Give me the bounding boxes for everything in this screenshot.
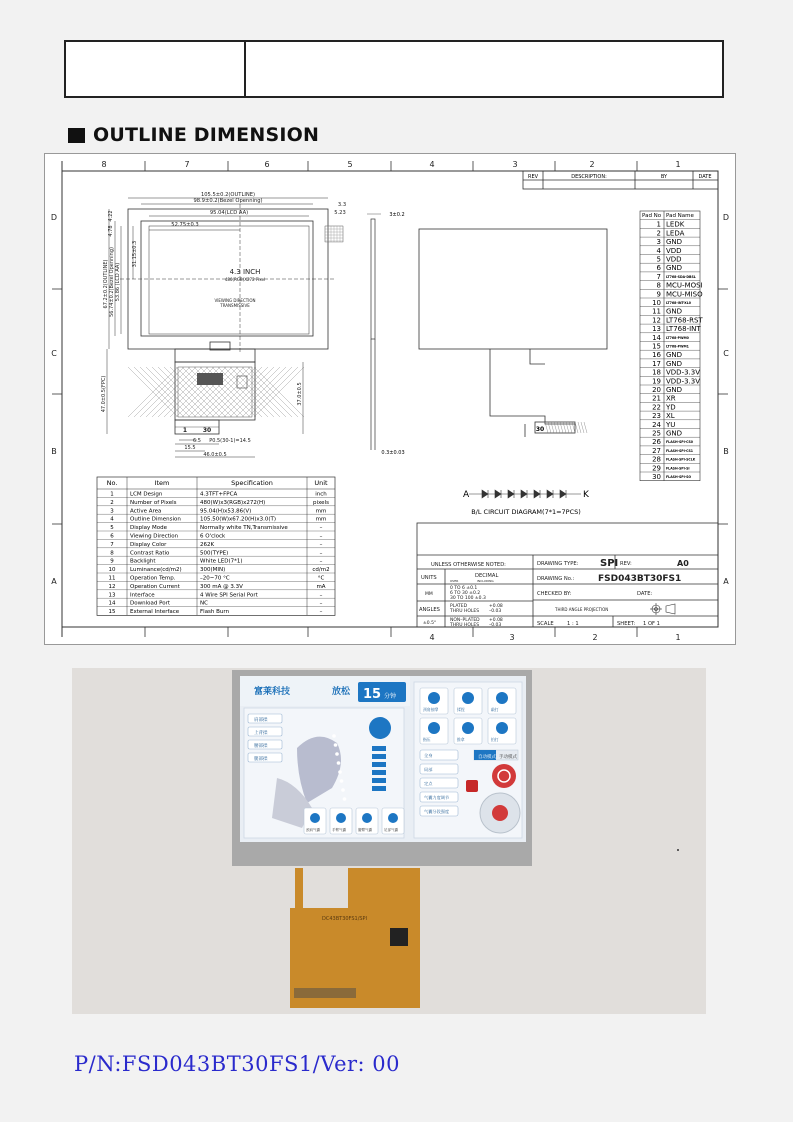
dim-6-5: 6.5 [193, 438, 201, 444]
person-icon [369, 717, 391, 739]
zone-row-left-D: D [50, 213, 58, 222]
pin-name-7: LT768-SDA-DBSL [666, 274, 696, 279]
spec-val-5: Normally white TN,Transmissive [200, 525, 288, 532]
desc-head: DESCRIPTION: [571, 174, 607, 180]
rev-head: REV [527, 174, 539, 180]
zone-row-right-D: D [722, 213, 730, 222]
pin-no-15: 15 [652, 342, 661, 351]
tb-scale: 1 : 1 [567, 621, 579, 627]
spec-unit-11: °C [317, 575, 325, 582]
ui-grid-button-1 [420, 688, 448, 714]
dim-bezel-w: 98.9±0.2(Bezel Openning) [193, 198, 263, 204]
pin-no-21: 21 [652, 394, 661, 403]
side-view [367, 214, 381, 450]
ui-list-button-4 [420, 792, 458, 802]
pin-name-12: LT768-RST [666, 316, 703, 325]
svg-text:腰臀气囊: 腰臀气囊 [358, 828, 372, 832]
pin-no-16: 16 [652, 351, 661, 360]
tb-units: UNITS [421, 575, 437, 581]
tb-rev: A0 [677, 559, 689, 568]
pin-name-4: VDD [666, 246, 682, 255]
svg-text:腿部揉: 腿部揉 [254, 757, 268, 762]
section-title [68, 122, 319, 148]
svg-text:全身: 全身 [424, 753, 433, 758]
pin-no-24: 24 [652, 420, 661, 429]
spec-item-9: Backlight [130, 558, 156, 565]
spec-no-1: 1 [110, 491, 114, 498]
spec-val-13: 4 Wire SPI Serial Port [200, 592, 258, 599]
pin-name-25: GND [666, 429, 683, 438]
part-number: P/N:FSD043BT30FS1/Ver: 00 [74, 1052, 401, 1076]
section-title-text: OUTLINE DIMENSION [93, 124, 320, 146]
spec-table [97, 477, 335, 615]
drawing-canvas [45, 154, 735, 644]
pin-no-8: 8 [656, 281, 661, 290]
dimension-lines [107, 198, 328, 457]
pin-no-28: 28 [652, 455, 661, 464]
pin-name-26: FLASH-SPI-CS0 [666, 440, 694, 445]
spec-no-14: 14 [108, 600, 116, 607]
back-view [419, 229, 607, 437]
tb-dno-label: DRAWING No.: [537, 576, 575, 582]
spec-unit-12: mA [316, 583, 326, 590]
spec-unit-3: mm [315, 508, 327, 515]
ui-auto: 自动模式 [478, 755, 496, 760]
pin-name-20: GND [666, 386, 683, 394]
pin-name-6: GND [666, 264, 683, 273]
pin-no-17: 17 [652, 359, 661, 368]
spec-item-15: External Interface [130, 609, 180, 616]
ui-bottom-button-4 [382, 808, 404, 834]
tb-plated: PLATED [450, 604, 468, 609]
spec-val-1: 4.3TFT+FPCA [200, 491, 238, 498]
tb-plated-tol-2: –0.03 [489, 609, 502, 614]
led-6 [547, 490, 553, 498]
transmissive: TRANSMISSIVE [220, 303, 250, 308]
pin-name-19: VDD-3.3V [666, 377, 701, 386]
dim-37: 37.0±0.5 [297, 382, 303, 406]
pin-name-29: FLASH-SPI-SI [666, 466, 690, 471]
svg-text:颈肩按摩: 颈肩按摩 [423, 707, 439, 712]
pin-no-22: 22 [652, 403, 661, 412]
spec-val-3: 95.04(H)x53.86(V) [200, 508, 252, 515]
view-direction: VIEWING DIRECTION [214, 298, 256, 303]
zone-col-top-2: 2 [589, 160, 595, 169]
ui-level-bar-3 [372, 762, 386, 767]
tb-mm: MM [425, 592, 433, 597]
svg-text:定点: 定点 [424, 781, 433, 786]
spec-val-9: White LED(7*1) [200, 558, 243, 565]
pin-no-13: 13 [652, 325, 661, 334]
pin-30-label: 30 [202, 427, 212, 434]
svg-text:揉捏: 揉捏 [457, 707, 465, 712]
spec-val-15: Flash Burn [200, 609, 230, 616]
spec-val-11: –20~70 °C [200, 575, 230, 582]
spec-unit-9: – [319, 558, 323, 565]
tb-scale-label: SCALE [537, 621, 554, 627]
spec-val-14: NC [200, 600, 208, 607]
pin-no-18: 18 [652, 368, 661, 377]
pin-no-1: 1 [656, 220, 661, 229]
pin-name-14: LT768-PWM0 [666, 335, 689, 340]
pin-no-26: 26 [652, 438, 661, 447]
svg-text:指压: 指压 [423, 737, 431, 742]
dim-bezel-h: 56.74±0.2(Bezel Openning) [109, 247, 115, 317]
pin-name-10: LT768-INT-XL0 [666, 301, 691, 305]
tb-np-tol-1: +0.08 [489, 618, 503, 623]
tb-unless: UNLESS OTHERWISE NOTED: [431, 562, 506, 568]
spec-item-12: Operation Current [130, 583, 180, 590]
spec-no-9: 9 [110, 558, 114, 565]
ui-left-button-1 [248, 714, 282, 723]
screen-size: 4.3 INCH [229, 268, 261, 276]
pin-head-name: Pad Name [666, 213, 694, 219]
inner-frame [62, 171, 718, 627]
tb-including: INCLUDING [477, 579, 494, 583]
ui-list-button-2 [420, 764, 458, 774]
spec-no-8: 8 [110, 550, 114, 557]
pin-name-8: MCU-MOSI [666, 281, 703, 290]
spec-unit-15: – [319, 609, 323, 616]
tb-thru-2: THRU HOLES [450, 623, 480, 628]
zone-col-top-1: 1 [675, 160, 681, 169]
stop-icon [466, 780, 478, 792]
pin-name-1: LEDK [666, 220, 685, 229]
zone-col-bot-3: 3 [509, 633, 515, 642]
ui-list-button-3 [420, 778, 458, 788]
dim-aa-w: 95.04(LCD AA) [209, 210, 249, 216]
ui-list-button-1 [420, 750, 458, 760]
svg-text:上背揉: 上背揉 [254, 731, 268, 736]
dim-52-75: 52.75±0.3 [171, 222, 199, 228]
ui-bottom-button-2 [330, 808, 352, 834]
led-2 [495, 490, 501, 498]
ui-level-bar-1 [372, 746, 386, 751]
pin-no-2: 2 [656, 229, 661, 238]
section-square-icon [68, 128, 85, 143]
spec-val-6: 6 O'clock [200, 533, 226, 540]
svg-text:气囊力度调节: 气囊力度调节 [424, 795, 450, 800]
spec-unit-13: – [319, 592, 323, 599]
spec-unit-7: – [319, 541, 323, 548]
svg-text:推拿: 推拿 [457, 737, 465, 742]
ui-mode: 放松 [332, 687, 351, 697]
zone-col-bot-1: 1 [675, 633, 681, 642]
ui-minutes: 15 [363, 687, 382, 702]
spec-item-1: LCM Design [130, 491, 163, 498]
spec-unit-10: cd/m2 [312, 567, 330, 574]
spec-no-11: 11 [108, 575, 116, 582]
spec-unit-1: inch [315, 491, 327, 498]
zone-col-top-3: 3 [512, 160, 518, 169]
dim-outline-h: 67.2±0.2(OUTLINE) [103, 259, 109, 309]
pin-no-7: 7 [656, 272, 661, 281]
dim-31-15: 31.15±0.3 [132, 240, 138, 268]
zone-col-top-6: 6 [264, 160, 270, 169]
pin-no-25: 25 [652, 429, 661, 438]
spec-unit-6: – [319, 533, 323, 540]
spec-unit-2: pixels [313, 499, 329, 506]
pin-name-11: GND [666, 307, 683, 316]
led-7 [560, 490, 566, 498]
pin-name-15: LT768-PWM1 [666, 344, 689, 349]
pin-head-no: Pad No [642, 213, 662, 219]
spec-item-6: Viewing Direction [130, 533, 179, 540]
ui-list-button-5 [420, 806, 458, 816]
tb-dec-1: 0 TO 6 ±0.1 [450, 586, 478, 591]
ui-manual: 手动模式 [499, 755, 517, 760]
zone-row-right-A: A [723, 577, 729, 586]
tb-np-tol-2: –0.03 [489, 623, 502, 628]
pin-no-20: 20 [652, 386, 661, 394]
spec-item-3: Active Area [130, 508, 162, 515]
led-1 [482, 490, 488, 498]
pin-no-4: 4 [656, 246, 661, 255]
zone-col-bot-2: 2 [592, 633, 598, 642]
ui-grid-button-2 [454, 688, 482, 714]
controller-chip [390, 928, 408, 946]
pin-name-17: GND [666, 359, 683, 368]
pin-no-27: 27 [652, 446, 661, 455]
tb-dtype: SPI [600, 558, 619, 569]
fpc-board [348, 868, 420, 1008]
header-title-box [64, 40, 724, 98]
ui-bottom-button-1 [304, 808, 326, 834]
zone-row-left-B: B [51, 447, 57, 456]
tb-non-plated: NON–PLATED [450, 618, 480, 623]
dim-fpc-t: 0.3±0.03 [381, 450, 405, 456]
pin-no-3: 3 [656, 238, 661, 247]
back-pin-30: 30 [535, 426, 545, 433]
pin-name-24: YU [666, 420, 676, 429]
dim-4-78: 4.78 [108, 225, 114, 237]
spec-no-4: 4 [110, 516, 114, 523]
tb-dno: FSD043BT30FS1 [598, 574, 682, 584]
pin-name-13: LT768-INT [666, 325, 701, 334]
pin-no-5: 5 [656, 255, 661, 264]
tb-dec-2: 6 TO 30 ±0.2 [450, 591, 481, 596]
zone-col-top-7: 7 [184, 160, 190, 169]
date-head: DATE [698, 174, 712, 180]
fpc-text: DC43BT30FS1/SPI [322, 916, 368, 922]
pin-no-6: 6 [656, 264, 661, 273]
svg-text:拍打: 拍打 [491, 737, 499, 742]
ui-grid-button-4 [420, 718, 448, 744]
pin-name-18: VDD-3.3V [666, 368, 701, 377]
spec-item-7: Display Color [130, 541, 167, 548]
spec-val-4: 105.50(W)x67.20(H)x3.0(T) [200, 516, 277, 523]
dim-thickness: 3±0.2 [389, 212, 405, 218]
tb-angle-val: ±0.5° [423, 621, 437, 626]
dim-fpc-len: 47.0±0.5(FPC) [101, 375, 107, 413]
spec-head-3: Unit [314, 479, 328, 487]
spec-head-2: Specification [231, 479, 273, 487]
svg-text:气囊分段强度: 气囊分段强度 [424, 809, 450, 814]
svg-text:肩部揉: 肩部揉 [254, 718, 268, 723]
pin-name-21: XR [666, 394, 676, 403]
spec-unit-5: – [319, 525, 323, 532]
svg-text:敲打: 敲打 [491, 707, 499, 712]
tb-angles: ANGLES [419, 607, 440, 613]
dim-4-22: 4.22 [108, 210, 114, 222]
tb-over: OVER [450, 579, 459, 583]
tb-decimal: DECIMAL [475, 573, 499, 579]
zone-col-top-5: 5 [347, 160, 353, 169]
dim-5-23: 5.23 [334, 210, 346, 216]
tb-date: DATE: [637, 591, 653, 597]
zone-col-top-8: 8 [101, 160, 107, 169]
pin-no-29: 29 [652, 464, 661, 473]
ui-level-bar-4 [372, 770, 386, 775]
pin-name-2: LEDA [666, 229, 685, 238]
spec-no-13: 13 [108, 592, 116, 599]
spec-no-6: 6 [110, 533, 114, 540]
pin-no-9: 9 [656, 290, 661, 299]
spec-val-12: 300 mA @ 3.3V [200, 583, 243, 590]
outline-drawing [44, 153, 736, 645]
ui-grid-button-3 [488, 688, 516, 714]
spec-val-8: 500(TYPE) [200, 550, 229, 557]
pin-name-23: XL [666, 412, 675, 421]
pin-name-5: VDD [666, 255, 682, 264]
ui-left-button-2 [248, 727, 282, 736]
pin-name-16: GND [666, 351, 683, 360]
dim-fpc-w: 46.0±0.5 [203, 452, 227, 458]
pin-name-28: FLASH-SPI-SCLK [666, 457, 696, 462]
tb-rev-label: REV: [620, 561, 632, 567]
power-button-icon [492, 764, 516, 788]
ui-grid-button-5 [454, 718, 482, 744]
ui-level-bar-6 [372, 786, 386, 791]
spec-item-5: Display Mode [130, 525, 168, 532]
ui-left-button-3 [248, 740, 282, 749]
spec-unit-4: mm [315, 516, 327, 523]
pin-table [640, 211, 703, 481]
spec-no-5: 5 [110, 525, 114, 532]
pin-no-12: 12 [652, 316, 661, 325]
tb-sheet-label: SHEET: [617, 621, 636, 627]
pin-name-9: MCU-MISO [666, 290, 703, 299]
pin-name-22: YD [666, 403, 676, 412]
bl-anode: A [463, 490, 470, 500]
tb-projection: THIRD ANGLE PROJECTION [555, 607, 609, 612]
ui-level-bar-2 [372, 754, 386, 759]
dim-pitch: P0.5(30-1)=14.5 [209, 438, 251, 444]
spec-no-3: 3 [110, 508, 114, 515]
pin-name-30: FLASH-SPI-SO [666, 475, 692, 479]
ui-level-bar-5 [372, 778, 386, 783]
svg-text:手臂气囊: 手臂气囊 [332, 828, 346, 832]
zone-row-right-C: C [723, 349, 729, 358]
spec-item-11: Operation Temp. [130, 575, 176, 582]
pin-no-19: 19 [652, 377, 661, 386]
dim-outline-w: 105.5±0.2(OUTLINE) [200, 192, 256, 198]
spec-item-13: Interface [130, 592, 155, 599]
tb-plated-tol-1: +0.08 [489, 604, 503, 609]
dim-3-3: 3.3 [337, 202, 347, 208]
by-head: BY [660, 174, 668, 180]
svg-text:足部气囊: 足部气囊 [384, 828, 398, 832]
spec-no-15: 15 [108, 609, 116, 616]
spec-item-10: Luminance(cd/m2) [130, 567, 182, 574]
photo-canvas [72, 668, 706, 1014]
svg-text:腰部揉: 腰部揉 [254, 744, 268, 749]
zone-col-bot-4: 4 [429, 633, 435, 642]
ui-minutes-unit: 分钟 [384, 693, 397, 700]
spec-item-8: Contrast Ratio [130, 550, 170, 557]
ui-grid-button-6 [488, 718, 516, 744]
pin-no-14: 14 [652, 333, 661, 342]
led-4 [521, 490, 527, 498]
spec-item-14: Download Port [130, 600, 170, 607]
pin-1-label: 1 [182, 427, 188, 434]
pin-name-27: FLASH-SPI-CS1 [666, 448, 694, 453]
tb-thru-1: THRU HOLES [450, 609, 480, 614]
led-5 [534, 490, 540, 498]
pin-no-10: 10 [652, 299, 661, 307]
product-photo [72, 668, 706, 1014]
spec-item-2: Number of Pixels [130, 499, 177, 506]
spec-no-7: 7 [110, 541, 114, 548]
zone-row-left-C: C [51, 349, 57, 358]
spec-head-0: No. [106, 479, 118, 487]
header-divider [244, 42, 246, 96]
dim-aa-h: 53.86 (LCD AA) [115, 262, 121, 302]
spec-val-2: 480(W)x3(RGB)x272(H) [200, 499, 266, 506]
pin-no-23: 23 [652, 412, 661, 421]
dim-15-5: 15.5 [184, 445, 196, 451]
spec-no-2: 2 [110, 499, 114, 506]
spec-val-7: 262K [200, 541, 215, 548]
bl-caption: B/L CIRCUIT DIAGRAM(7*1=7PCS) [471, 508, 581, 516]
pin-no-30: 30 [652, 473, 661, 481]
spec-item-4: Outline Dimension [130, 516, 181, 523]
spec-val-10: 300(MIN) [200, 567, 226, 574]
spec-head-1: Item [154, 479, 170, 487]
tb-dtype-label: DRAWING TYPE: [537, 561, 579, 567]
screen-res: 480(RGB)X272 Pixel [224, 277, 266, 282]
pin-name-3: GND [666, 238, 683, 247]
ui-left-button-4 [248, 753, 282, 762]
tb-sheet: 1 OF 1 [643, 621, 660, 627]
spec-no-12: 12 [108, 583, 116, 590]
bl-cathode: K [583, 490, 589, 500]
tb-dec-3: 30 TO 100 ±0.3 [450, 596, 486, 601]
led-3 [508, 490, 514, 498]
spec-unit-14: – [319, 600, 323, 607]
spec-no-10: 10 [108, 567, 116, 574]
spec-unit-8: – [319, 550, 323, 557]
ui-bottom-button-3 [356, 808, 378, 834]
fpc-chip [197, 373, 223, 385]
zone-col-top-4: 4 [429, 160, 435, 169]
backlight-circuit [469, 490, 581, 498]
svg-text:颈肩气囊: 颈肩气囊 [306, 828, 320, 832]
tb-checked: CHECKED BY: [537, 591, 572, 597]
ui-brand: 富莱科技 [254, 687, 291, 697]
zone-row-right-B: B [723, 447, 729, 456]
projection-icon [650, 603, 675, 615]
zone-row-left-A: A [51, 577, 57, 586]
pin-no-11: 11 [652, 307, 661, 316]
svg-text:局部: 局部 [424, 767, 433, 772]
